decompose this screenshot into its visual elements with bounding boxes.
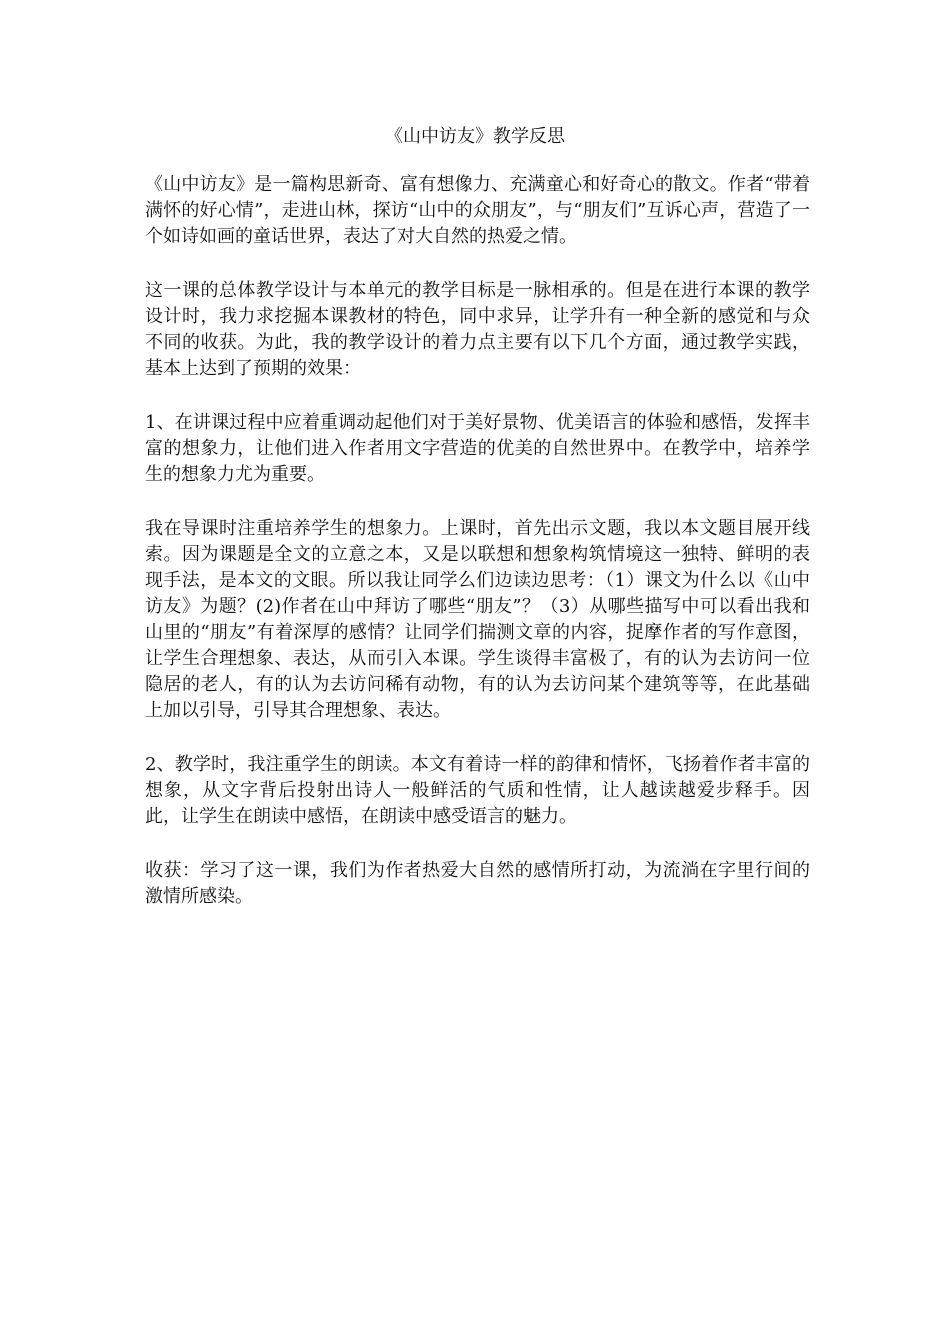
document-title: 《山中访友》教学反思 <box>385 126 565 147</box>
paragraph-lead-in: 我在导课时注重培养学生的想象力。上课时，首先出示文题，我以本文题目展开线索。因为课题是全文的立意之本，又是以联想和想象构筑情境这一独特、鲜明的表现手法，是本文的文眼。所以我让同学么们边读边思考：（1）课文为什么以《山中访友》为题？(2)作者在山中拜访了哪些“朋友”？（3）从哪些描写中可以看出我和山里的“朋友”有着深厚的感情？让同学们揣测文章的内容，捉摩作者的写作意图，让学生合理想象、表达，从而引入本课。学生谈得丰富极了，有的认为去访问一位隐居的老人，有的认为去访问稀有动物，有的认为去访问某个建筑等等，在此基础上加以引导，引导其合理想象、表达。 <box>145 518 810 721</box>
paragraph-intro: 《山中访友》是一篇构思新奇、富有想像力、充满童心和好奇心的散文。作者“带着满怀的好心情”，走进山林，探访“山中的众朋友”，与“朋友们”互诉心声，营造了一个如诗如画的童话世界，表达了对大自然的热爱之情。 <box>145 174 810 247</box>
paragraph-point-1: 1、在讲课过程中应着重调动起他们对于美好景物、优美语言的体验和感悟，发挥丰富的想象力，让他们进入作者用文字营造的优美的自然世界中。在教学中，培养学生的想象力尤为重要。 <box>145 412 810 485</box>
paragraph-point-2: 2、教学时，我注重学生的朗读。本文有着诗一样的韵律和情怀，飞扬着作者丰富的想象，从文字背后投射出诗人一般鲜活的气质和性情，让人越读越爱步释手。因此，让学生在朗读中感悟，在朗读中感受语言的魅力。 <box>145 754 810 827</box>
paragraph-harvest: 收获：学习了这一课，我们为作者热爱大自然的感情所打动，为流淌在字里行间的激情所感染。 <box>145 860 810 907</box>
document-body <box>145 172 810 938</box>
paragraph-design: 这一课的总体教学设计与本单元的教学目标是一脉相承的。但是在进行本课的教学设计时，我力求挖掘本课教材的特色，同中求异，让学升有一种全新的感觉和与众不同的收获。为此，我的教学设计的着力点主要有以下几个方面，通过教学实践，基本上达到了预期的效果： <box>145 280 810 379</box>
